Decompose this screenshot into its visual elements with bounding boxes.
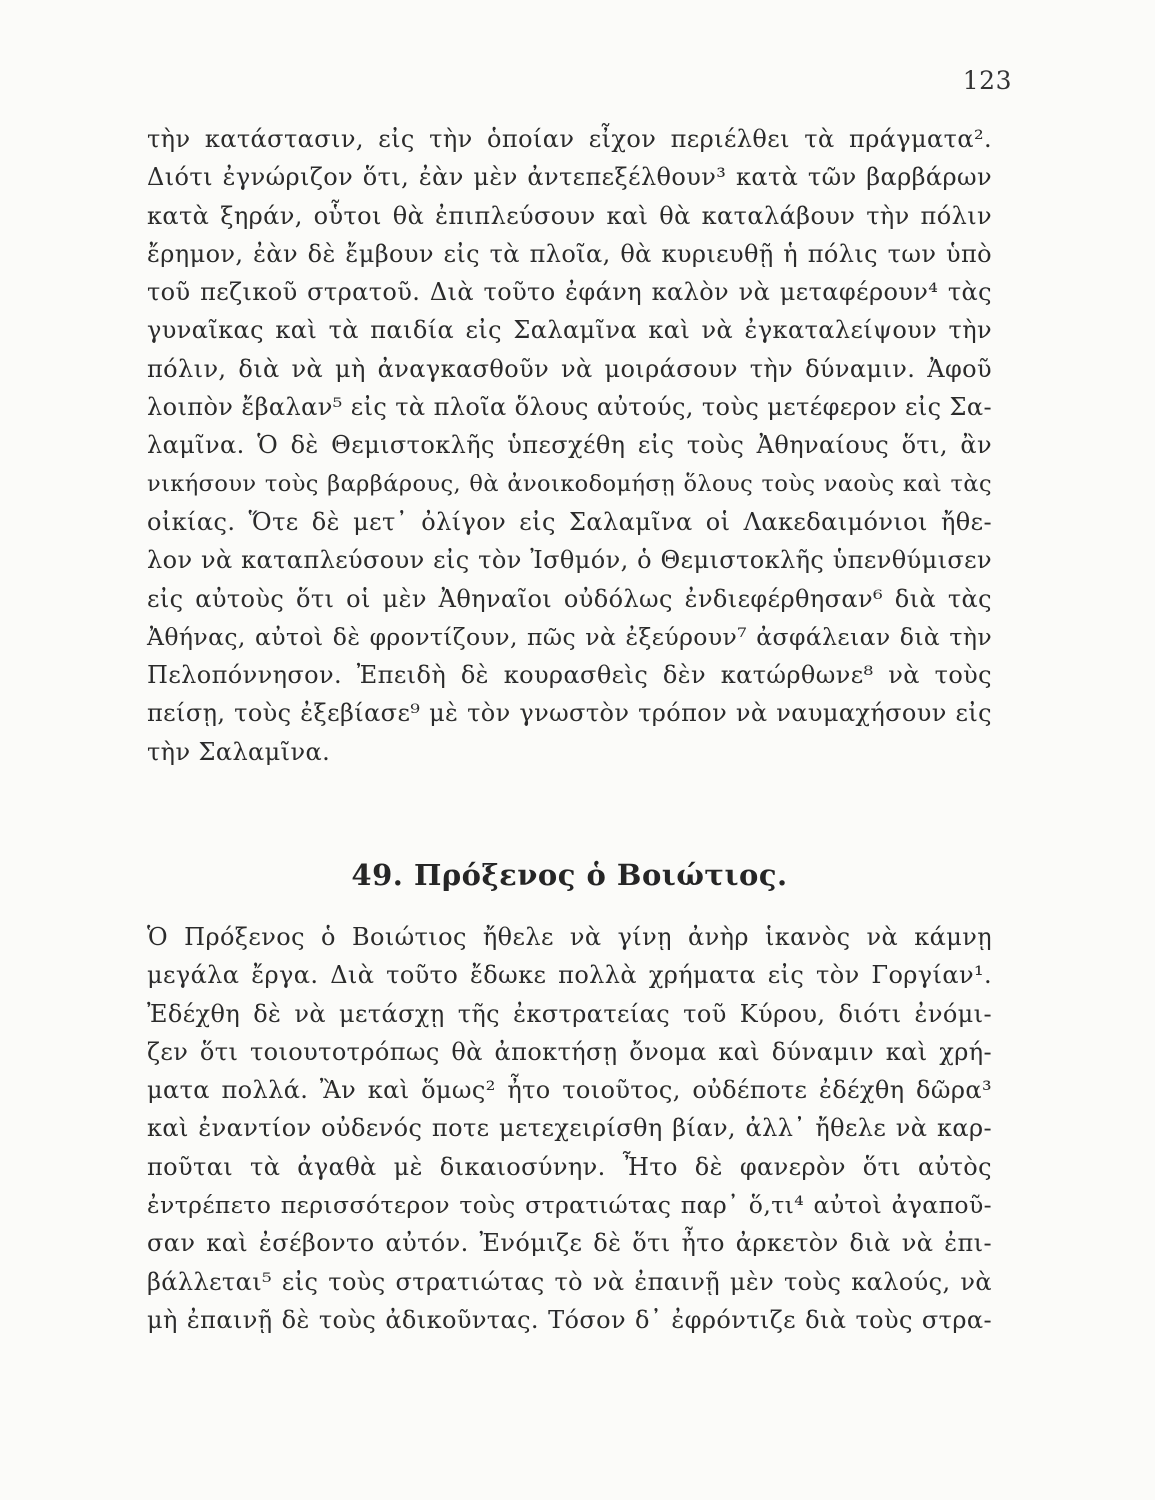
page-number: 123 [962, 66, 1012, 95]
text-line: Πελοπόννησον. Ἐπειδὴ δὲ κουρασθεὶς δὲν κατώρθωνε⁸ νὰ τοὺς [147, 661, 992, 690]
text-line: Διότι ἐγνώριζον ὅτι, ἐὰν μὲν ἀντεπεξέλθουν³ κατὰ τῶν βαρβάρων [147, 163, 992, 192]
text-line: λαμῖνα. Ὁ δὲ Θεμιστοκλῆς ὑπεσχέθη εἰς τοὺς Ἀθηναίους ὅτι, ἂν [147, 431, 992, 460]
text-line: μεγάλα ἔργα. Διὰ τοῦτο ἔδωκε πολλὰ χρήματα εἰς τὸν Γοργίαν¹. [147, 961, 992, 990]
text-line: ἔρημον, ἐὰν δὲ ἔμβουν εἰς τὰ πλοῖα, θὰ κυριευθῇ ἡ πόλις των ὑπὸ [147, 239, 992, 268]
text-line: οἰκίας. Ὅτε δὲ μετ᾽ ὀλίγον εἰς Σαλαμῖνα οἱ Λακεδαιμόνιοι ἤθε- [147, 507, 992, 536]
text-line: ποῦται τὰ ἀγαθὰ μὲ δικαιοσύνην. Ἦτο δὲ φανερὸν ὅτι αὐτὸς [147, 1152, 992, 1181]
text-line: βάλλεται⁵ εἰς τοὺς στρατιώτας τὸ νὰ ἐπαινῇ μὲν τοὺς καλούς, νὰ [147, 1267, 992, 1296]
text-line: νικήσουν τοὺς βαρβάρους, θὰ ἀνοικοδομήσῃ ὅλους τοὺς ναοὺς καὶ τὰς [147, 470, 992, 497]
text-line: σαν καὶ ἐσέβοντο αὐτόν. Ἐνόμιζε δὲ ὅτι ἦτο ἀρκετὸν διὰ νὰ ἐπι- [147, 1229, 992, 1258]
text-line: ζεν ὅτι τοιουτοτρόπως θὰ ἀποκτήσῃ ὄνομα καὶ δύναμιν καὶ χρή- [147, 1037, 992, 1066]
text-line: λον νὰ καταπλεύσουν εἰς τὸν Ἰσθμόν, ὁ Θεμιστοκλῆς ὑπενθύμισεν [147, 546, 992, 575]
text-line: Ἀθήνας, αὐτοὶ δὲ φροντίζουν, πῶς νὰ ἐξεύρουν⁷ ἀσφάλειαν διὰ τὴν [147, 622, 992, 651]
text-line: κατὰ ξηράν, οὗτοι θὰ ἐπιπλεύσουν καὶ θὰ καταλάβουν τὴν πόλιν [147, 201, 992, 230]
text-line: εἰς αὐτοὺς ὅτι οἱ μὲν Ἀθηναῖοι οὐδόλως ἐνδιεφέρθησαν⁶ διὰ τὰς [147, 584, 992, 613]
text-line: πόλιν, διὰ νὰ μὴ ἀναγκασθοῦν νὰ μοιράσουν τὴν δύναμιν. Ἀφοῦ [147, 354, 992, 383]
text-line: γυναῖκας καὶ τὰ παιδία εἰς Σαλαμῖνα καὶ νὰ ἐγκαταλείψουν τὴν [147, 316, 992, 345]
text-line: τὴν κατάστασιν, εἰς τὴν ὁποίαν εἶχον περιέλθει τὰ πράγματα². [147, 125, 992, 153]
text-line: ματα πολλά. Ἂν καὶ ὅμως² ἦτο τοιοῦτος, οὐδέποτε ἐδέχθη δῶρα³ [147, 1076, 992, 1105]
paragraph-proxenos [147, 918, 992, 1339]
text-line: τοῦ πεζικοῦ στρατοῦ. Διὰ τοῦτο ἐφάνη καλὸν νὰ μεταφέρουν⁴ τὰς [147, 278, 992, 307]
text-line: Ὁ Πρόξενος ὁ Βοιώτιος ἤθελε νὰ γίνῃ ἀνὴρ ἱκανὸς νὰ κάμνῃ [147, 923, 992, 951]
section-heading: 49. Πρόξενος ὁ Βοιώτιος. [351, 858, 788, 892]
text-line: καὶ ἐναντίον οὐδενός ποτε μετεχειρίσθη βίαν, ἀλλ᾽ ἤθελε νὰ καρ- [147, 1114, 992, 1143]
text-line: λοιπὸν ἔβαλαν⁵ εἰς τὰ πλοῖα ὅλους αὐτούς, τοὺς μετέφερον εἰς Σα- [147, 393, 992, 422]
text-line: πείσῃ, τοὺς ἐξεβίασε⁹ μὲ τὸν γνωστὸν τρόπον νὰ ναυμαχήσουν εἰς [147, 699, 992, 728]
text-line: μὴ ἐπαινῇ δὲ τοὺς ἀδικοῦντας. Τόσον δ᾽ ἐφρόντιζε διὰ τοὺς στρα- [147, 1305, 992, 1334]
paragraph-themistocles [147, 120, 992, 771]
text-line: ἐντρέπετο περισσότερον τοὺς στρατιώτας παρ᾽ ὅ,τι⁴ αὐτοὶ ἀγαποῦ- [147, 1191, 992, 1220]
text-line: Ἐδέχθη δὲ νὰ μετάσχῃ τῆς ἐκστρατείας τοῦ Κύρου, διότι ἐνόμι- [147, 999, 992, 1028]
text-line: τὴν Σαλαμῖνα. [147, 737, 331, 766]
